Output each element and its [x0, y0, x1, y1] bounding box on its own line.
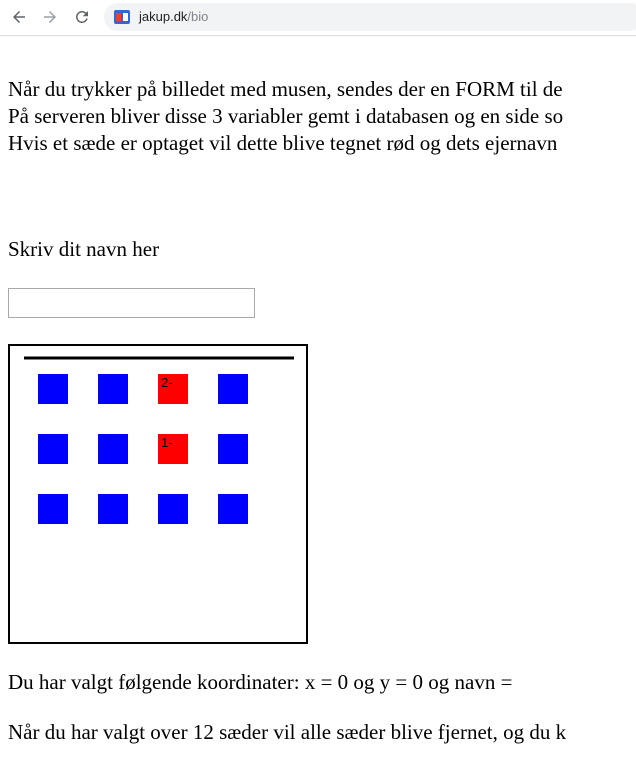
url-text	[139, 9, 208, 25]
seat-1-4[interactable]	[218, 374, 248, 404]
seat-3-2[interactable]	[98, 494, 128, 524]
intro-line-2: På serveren bliver disse 3 variabler gemt i databasen og en side so	[8, 104, 564, 128]
intro-line-3: Hvis et sæde er optaget vil dette blive tegnet rød og dets ejernavn	[8, 131, 558, 155]
forward-button[interactable]	[38, 5, 62, 29]
selected-coordinates-text: Du har valgt følgende koordinater: x = 0 og y = 0 og navn =	[8, 670, 513, 694]
url-domain: jakup.dk	[139, 9, 188, 24]
address-bar[interactable]	[104, 3, 636, 31]
reload-button[interactable]	[70, 5, 94, 29]
seat-3-3[interactable]	[158, 494, 188, 524]
seat-owner-label: 2-	[161, 375, 173, 390]
intro-text	[8, 76, 563, 157]
forward-arrow-icon	[41, 8, 59, 26]
name-input[interactable]	[8, 288, 255, 318]
seat-2-1[interactable]	[38, 434, 68, 464]
browser-toolbar	[0, 0, 636, 36]
seat-owner-label: 1-	[161, 435, 173, 450]
seat-2-2[interactable]	[98, 434, 128, 464]
footer-note: Når du har valgt over 12 sæder vil alle sæder blive fjernet, og du k	[8, 720, 567, 744]
name-label: Skriv dit navn her	[8, 237, 160, 261]
seat-3-4[interactable]	[218, 494, 248, 524]
reload-icon	[73, 8, 91, 26]
back-button[interactable]	[7, 5, 31, 29]
seat-2-4[interactable]	[218, 434, 248, 464]
back-arrow-icon	[10, 8, 28, 26]
seat-map-canvas[interactable]	[10, 346, 306, 642]
intro-line-1: Når du trykker på billedet med musen, sendes der en FORM til de	[8, 77, 563, 101]
site-favicon-icon	[114, 10, 130, 24]
seat-1-2[interactable]	[98, 374, 128, 404]
seat-map-image[interactable]	[8, 344, 308, 644]
seat-3-1[interactable]	[38, 494, 68, 524]
url-path: /bio	[187, 9, 209, 24]
seat-1-1[interactable]	[38, 374, 68, 404]
